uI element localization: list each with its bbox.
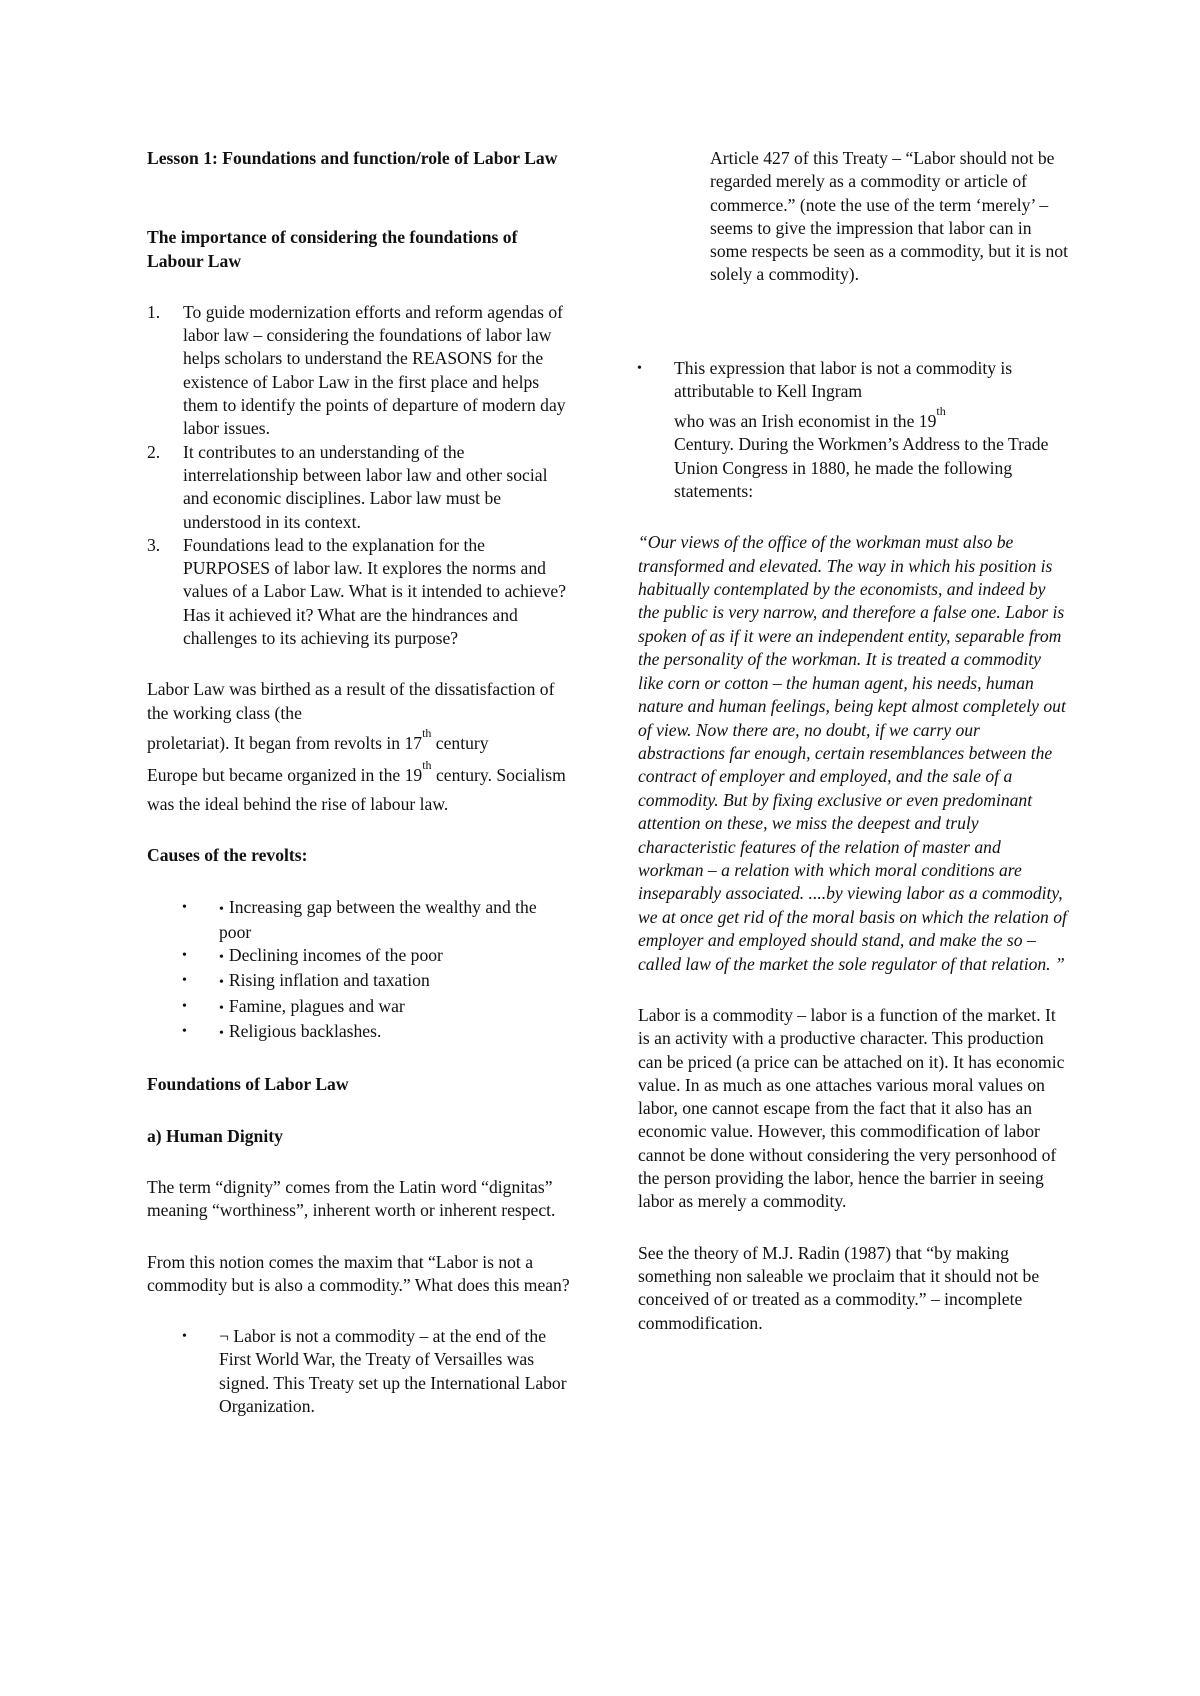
- list-item: • • Increasing gap between the wealthy and the poor: [182, 896, 537, 942]
- list-item: • This expression that labor is not a commodity is attributable to Kell Ingram who was an Irish economist in the 19th Century. During the Workmen’s Address to the Trade Union Congress in 1880, he made the following statements:: [637, 357, 1049, 501]
- importance-list: [147, 301, 572, 650]
- dignity-paragraph: The term “dignity” comes from the Latin word “dignitas” meaning “worthiness”, inherent worth or inherent respect.: [147, 1176, 556, 1221]
- lesson-title: Lesson 1: Foundations and function/role of Labor Law: [147, 148, 558, 168]
- bullet-icon: •: [637, 360, 642, 376]
- list-item: • • Rising inflation and taxation: [147, 969, 572, 994]
- list-item: 3. Foundations lead to the explanation for the PURPOSES of labor law. It explores the norms and values of a Labor Law. What is it intended to achieve? Has it achieved it? What are the hindrances and challenges to its achieving its purpose?: [147, 534, 567, 649]
- list-item: • • Famine, plagues and war: [147, 995, 572, 1020]
- maxim-paragraph: From this notion comes the maxim that “Labor is not a commodity but is also a commodity.” What does this mean?: [147, 1251, 570, 1295]
- foundations-heading: Foundations of Labor Law: [147, 1074, 349, 1095]
- bullet-icon: •: [182, 1024, 187, 1040]
- list-item: • • Declining incomes of the poor: [147, 944, 572, 969]
- bullet-icon: •: [182, 1329, 187, 1345]
- bullet-icon: •: [219, 1000, 224, 1016]
- bullet-icon: •: [219, 1026, 224, 1042]
- list-item: 2. It contributes to an understanding of the interrelationship between labor law and other social and economic disciplines. Labor law must be understood in its context.: [147, 441, 548, 532]
- dignity-heading: a) Human Dignity: [147, 1125, 283, 1146]
- bullet-icon: •: [182, 973, 187, 989]
- article-paragraph: Article 427 of this Treaty – “Labor should not be regarded merely as a commodity or article of commerce.” (note the use of the term ‘merely’ – seems to give the impression that labor can in some respects be seen as a commodity, but it is not solely a commodity).: [710, 148, 1068, 285]
- right-column: [638, 147, 1068, 1335]
- left-column: [147, 147, 572, 1418]
- list-item: 1. To guide modernization efforts and reform agendas of labor law – considering the foundations of labor law helps scholars to understand the REASONS for the existence of Labor Law in the first place and helps them to identify the points of departure of modern day labor issues.: [147, 301, 566, 439]
- list-item: • ¬ Labor is not a commodity – at the end of the First World War, the Treaty of Versailles was signed. This Treaty set up the International Labor Organization.: [182, 1326, 567, 1416]
- importance-heading: The importance of considering the foundations of Labour Law: [147, 227, 518, 271]
- not-commodity-list: [147, 1325, 572, 1418]
- birth-paragraph: Labor Law was birthed as a result of the dissatisfaction of the working class (the proletariat). It began from revolts in 17th century Europe but became organized in the 19th century. Socialism was the ideal behind the rise of labour law.: [147, 679, 566, 814]
- bullet-icon: •: [219, 975, 224, 991]
- bullet-icon: •: [219, 901, 224, 917]
- radin-paragraph: See the theory of M.J. Radin (1987) that “by making something non saleable we proclaim that it should not be conceived of or treated as a commodity.” – incomplete commodification.: [638, 1242, 1040, 1333]
- bullet-icon: •: [182, 948, 187, 964]
- list-item: • • Religious backlashes.: [147, 1020, 572, 1045]
- ingram-quote: “Our views of the office of the workman must also be transformed and elevated. The way in which his position is habitually contemplated by the economists, and indeed by the public is very narrow, and therefore a false one. Labor is spoken of as if it were an independent entity, separable from the personality of the workman. It is treated a commodity like corn or cotton – the human agent, his needs, human nature and human feelings, being kept almost completely out of view. Now there are, no doubt, if we carry our abstractions far enough, certain resemblances between the contract of employer and employed, and the sale of a commodity. But by fixing exclusive or even predominant attention on these, we miss the deepest and truly characteristic features of the relation of master and workman – a relation with which moral conditions are inseparably associated. ....by viewing labor as a commodity, we at once get rid of the moral basis on which the relation of employer and employed should stand, and make the so – called law of the market the sole regulator of that relation. ”: [638, 532, 1067, 974]
- causes-list: [147, 896, 572, 1046]
- commodity-paragraph: Labor is a commodity – labor is a function of the market. It is an activity with a productive character. This production can be priced (a price can be attached on it). It has economic value. In as much as one attaches various moral values on labor, one cannot escape from the fact that it also has an economic value. However, this commodification of labor cannot be done without considering the very personhood of the person providing the labor, hence the barrier in seeing labor as merely a commodity.: [638, 1004, 1065, 1212]
- bullet-icon: •: [182, 899, 187, 915]
- ingram-list: [602, 357, 1068, 503]
- bullet-icon: •: [219, 950, 224, 966]
- causes-heading: Causes of the revolts:: [147, 845, 308, 866]
- bullet-icon: •: [182, 998, 187, 1014]
